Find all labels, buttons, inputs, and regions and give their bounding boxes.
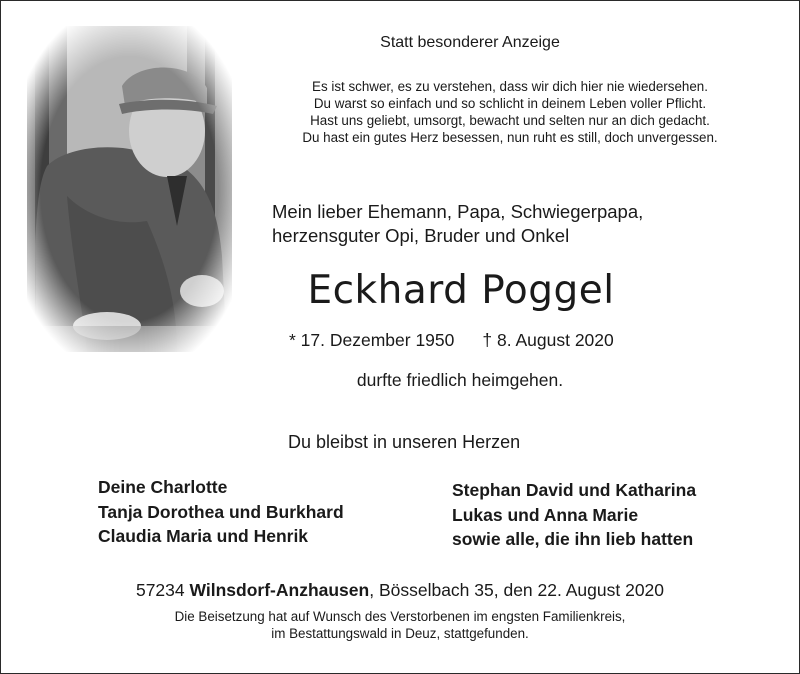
birth-date: * 17. Dezember 1950 — [289, 330, 455, 350]
burial-line: im Bestattungswald in Deuz, stattgefunden. — [271, 626, 529, 641]
portrait-photo — [27, 26, 232, 352]
mourner-name: Lukas und Anna Marie — [452, 504, 639, 525]
poem-line: Hast uns geliebt, umsorgt, bewacht und selten nur an dich gedacht. — [310, 113, 710, 128]
burial-note — [110, 608, 690, 642]
burial-line: Die Beisetzung hat auf Wunsch des Verstorbenen im engsten Familienkreis, — [174, 609, 626, 624]
death-date: † 8. August 2020 — [482, 330, 614, 350]
mourner-name: Tanja Dorothea und Burkhard — [98, 501, 344, 522]
poem-line: Du hast ein gutes Herz besessen, nun ruht es still, doch unvergessen. — [302, 130, 718, 145]
poem-line: Du warst so einfach und so schlicht in deinem Leben voller Pflicht. — [313, 96, 707, 111]
relationship-intro — [272, 200, 643, 248]
remembrance-line: Du bleibst in unseren Herzen — [288, 432, 521, 452]
passed-away-text: durfte friedlich heimgehen. — [356, 370, 564, 390]
postal-code: 57234 — [135, 580, 185, 600]
mourner-name: sowie alle, die ihn lieb hatten — [452, 529, 694, 549]
poem-line: Es ist schwer, es zu verstehen, dass wir dich hier nie wiedersehen. — [312, 79, 708, 94]
notice-heading: Statt besonderer Anzeige — [380, 34, 560, 51]
life-dates — [289, 330, 614, 351]
town-name: Wilnsdorf-Anzhausen — [189, 580, 370, 600]
portrait-image — [27, 26, 232, 352]
intro-line: herzensguter Opi, Bruder und Onkel — [272, 225, 570, 246]
deceased-name: Eckhard Poggel — [307, 268, 615, 313]
mourners-right — [452, 478, 696, 552]
intro-line: Mein lieber Ehemann, Papa, Schwiegerpapa, — [272, 201, 644, 222]
mourners-left — [98, 475, 344, 549]
address-date: , Bösselbach 35, den 22. August 2020 — [369, 580, 665, 600]
place-and-date — [100, 580, 700, 601]
mourner-name: Claudia Maria und Henrik — [98, 526, 309, 546]
mourner-name: Stephan David und Katharina — [452, 480, 697, 500]
mourner-name: Deine Charlotte — [98, 477, 228, 497]
poem — [260, 78, 760, 146]
